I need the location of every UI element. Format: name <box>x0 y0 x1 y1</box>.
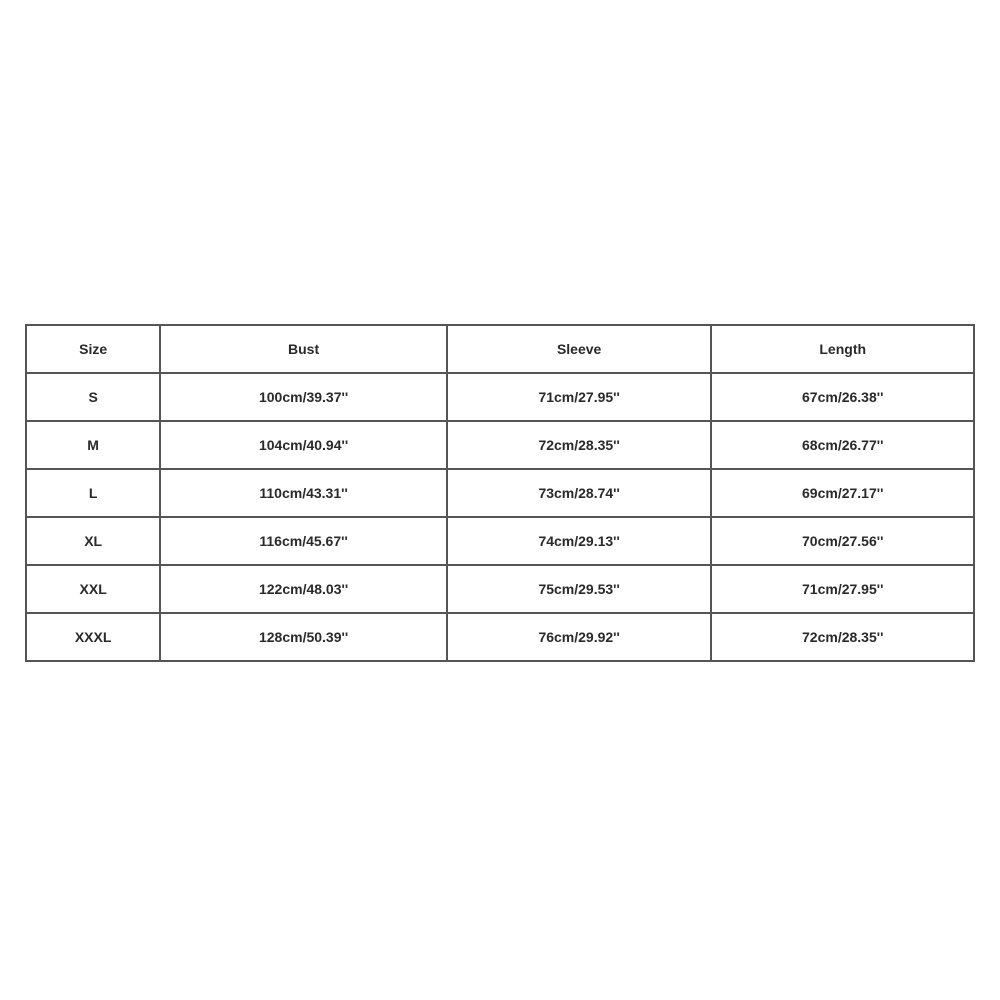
table-row <box>26 421 974 469</box>
cell-length: 68cm/26.77'' <box>711 421 974 469</box>
cell-sleeve: 72cm/28.35'' <box>447 421 712 469</box>
cell-bust: 128cm/50.39'' <box>160 613 447 661</box>
cell-length: 70cm/27.56'' <box>711 517 974 565</box>
cell-size: L <box>26 469 160 517</box>
cell-size: XXL <box>26 565 160 613</box>
table-row <box>26 373 974 421</box>
cell-bust: 116cm/45.67'' <box>160 517 447 565</box>
header-sleeve: Sleeve <box>447 325 712 373</box>
size-chart-table <box>25 324 975 662</box>
cell-sleeve: 76cm/29.92'' <box>447 613 712 661</box>
cell-length: 69cm/27.17'' <box>711 469 974 517</box>
header-length: Length <box>711 325 974 373</box>
cell-sleeve: 73cm/28.74'' <box>447 469 712 517</box>
cell-size: XL <box>26 517 160 565</box>
cell-sleeve: 75cm/29.53'' <box>447 565 712 613</box>
table-row <box>26 517 974 565</box>
table-header-row <box>26 325 974 373</box>
cell-length: 71cm/27.95'' <box>711 565 974 613</box>
header-bust: Bust <box>160 325 447 373</box>
cell-length: 67cm/26.38'' <box>711 373 974 421</box>
cell-size: XXXL <box>26 613 160 661</box>
cell-size: S <box>26 373 160 421</box>
cell-length: 72cm/28.35'' <box>711 613 974 661</box>
table-row <box>26 469 974 517</box>
table-row <box>26 565 974 613</box>
cell-size: M <box>26 421 160 469</box>
table-row <box>26 613 974 661</box>
cell-bust: 100cm/39.37'' <box>160 373 447 421</box>
header-size: Size <box>26 325 160 373</box>
cell-bust: 110cm/43.31'' <box>160 469 447 517</box>
cell-sleeve: 74cm/29.13'' <box>447 517 712 565</box>
cell-sleeve: 71cm/27.95'' <box>447 373 712 421</box>
cell-bust: 122cm/48.03'' <box>160 565 447 613</box>
cell-bust: 104cm/40.94'' <box>160 421 447 469</box>
